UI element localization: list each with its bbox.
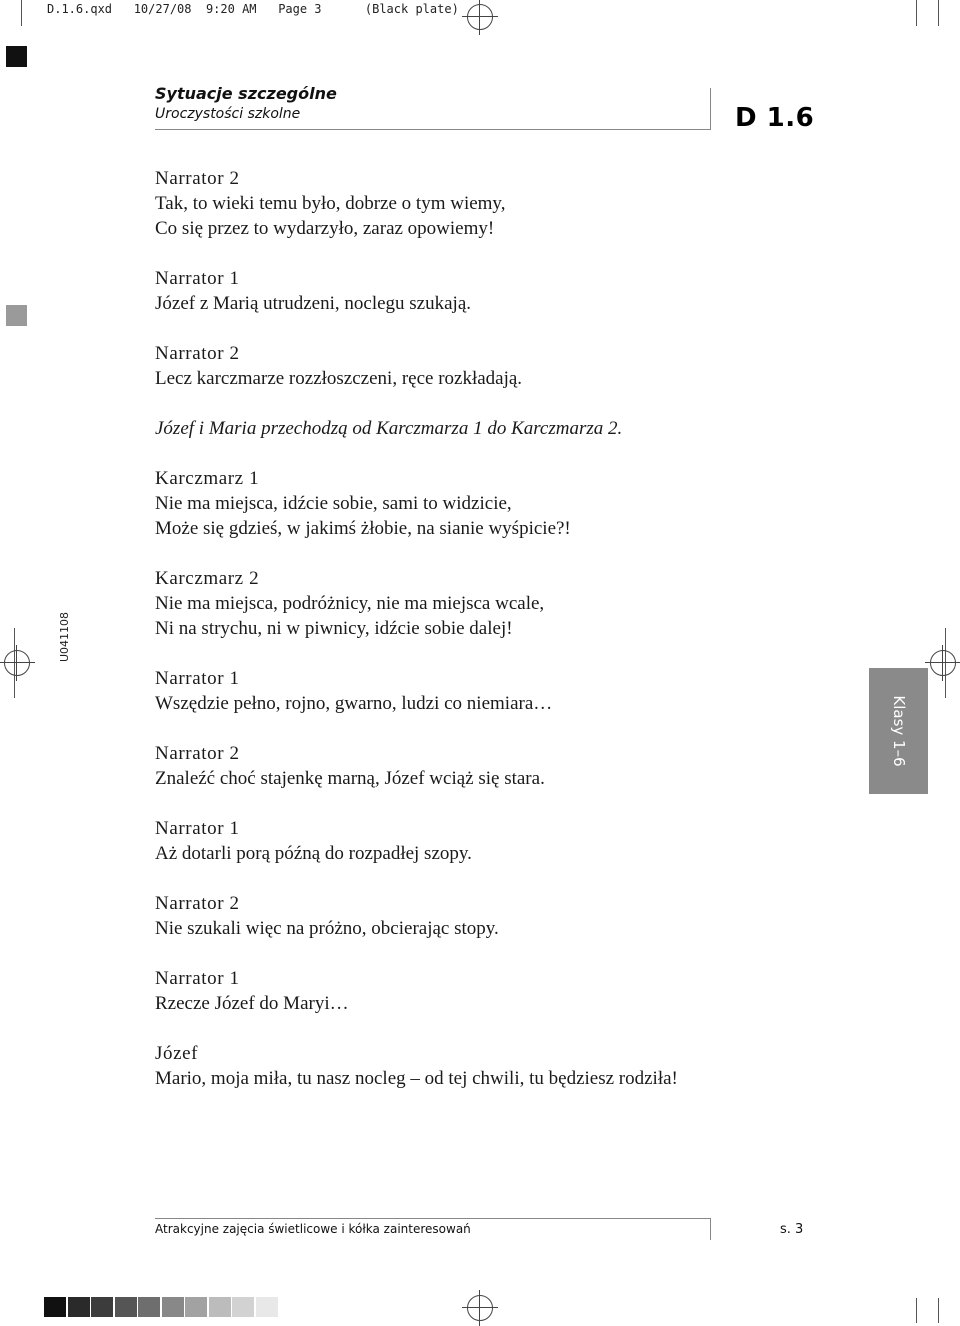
color-bar-swatch <box>91 1297 113 1317</box>
dialogue-block <box>155 966 755 1016</box>
registration-target-icon <box>4 650 30 676</box>
grayscale-color-bar <box>44 1297 279 1317</box>
page-number: s. 3 <box>780 1222 804 1237</box>
dialogue-line: Co się przez to wydarzyło, zaraz opowiemy! <box>155 218 495 239</box>
dialogue-line: Tak, to wieki temu było, dobrze o tym wiemy, <box>155 193 506 214</box>
section-subtitle: Uroczystości szkolne <box>155 106 301 122</box>
color-bar-swatch <box>232 1297 254 1317</box>
dialogue-line: Może się gdzieś, w jakimś żłobie, na sianie wyśpicie?! <box>155 518 571 539</box>
print-slug: D.1.6.qxd 10/27/08 9:20 AM Page 3 (Black plate) <box>47 2 459 16</box>
speaker-name: Narrator 1 <box>155 818 240 839</box>
dialogue-line: Mario, moja miła, tu nasz nocleg – od tej chwili, tu będziesz rodziła! <box>155 1068 678 1089</box>
speaker-name: Narrator 1 <box>155 268 240 289</box>
speaker-name: Józef <box>155 1043 199 1064</box>
color-bar-swatch <box>138 1297 160 1317</box>
stage-direction-block <box>155 416 755 441</box>
speaker-name: Narrator 2 <box>155 743 240 764</box>
crop-mark <box>938 1298 939 1323</box>
dialogue-line: Nie ma miejsca, podróżnicy, nie ma miejsca wcale, <box>155 593 545 614</box>
section-title: Sytuacje szczególne <box>155 84 337 103</box>
footer-rule <box>155 1218 710 1219</box>
dialogue-line: Nie ma miejsca, idźcie sobie, sami to widzicie, <box>155 493 512 514</box>
header-divider <box>710 88 711 130</box>
speaker-name: Narrator 1 <box>155 668 240 689</box>
dialogue-line: Wszędzie pełno, rojno, gwarno, ludzi co niemiara… <box>155 693 553 714</box>
dialogue-block <box>155 741 755 791</box>
speaker-name: Karczmarz 2 <box>155 568 260 589</box>
dialogue-line: Lecz karczmarze rozzłoszczeni, ręce rozkładają. <box>155 368 523 389</box>
header-rule <box>155 129 710 130</box>
crop-mark <box>21 0 22 26</box>
registration-gray-square <box>6 305 27 326</box>
dialogue-line: Rzecze Józef do Maryi… <box>155 993 349 1014</box>
footer-divider <box>710 1218 711 1240</box>
play-script <box>155 166 755 1116</box>
color-bar-swatch <box>44 1297 66 1317</box>
dialogue-line: Nie szukali więc na próżno, obcierając stopy. <box>155 918 499 939</box>
registration-target-icon <box>930 650 956 676</box>
color-bar-swatch <box>115 1297 137 1317</box>
grade-tab-label: Klasy 1–6 <box>889 695 908 767</box>
document-code: D 1.6 <box>735 103 815 133</box>
dialogue-line: Aż dotarli porą późną do rozpadłej szopy. <box>155 843 472 864</box>
registration-target-icon <box>467 1295 493 1321</box>
dialogue-line: Ni na strychu, ni w piwnicy, idźcie sobie dalej! <box>155 618 513 639</box>
color-bar-swatch <box>209 1297 231 1317</box>
crop-mark <box>916 0 917 26</box>
registration-target-icon <box>467 4 493 30</box>
dialogue-block <box>155 166 755 241</box>
color-bar-swatch <box>185 1297 207 1317</box>
dialogue-block <box>155 566 755 641</box>
dialogue-block <box>155 341 755 391</box>
footer-publication-title: Atrakcyjne zajęcia świetlicowe i kółka zainteresowań <box>155 1222 471 1236</box>
crop-mark <box>916 1298 917 1323</box>
dialogue-line: Znaleźć choć stajenkę marną, Józef wciąż się stara. <box>155 768 545 789</box>
dialogue-block <box>155 891 755 941</box>
color-bar-swatch <box>256 1297 278 1317</box>
stage-direction: Józef i Maria przechodzą od Karczmarza 1 do Karczmarza 2. <box>155 418 623 439</box>
speaker-name: Narrator 2 <box>155 343 240 364</box>
grade-tab <box>869 668 928 794</box>
speaker-name: Karczmarz 1 <box>155 468 260 489</box>
crop-mark <box>938 0 939 26</box>
dialogue-block <box>155 816 755 866</box>
speaker-name: Narrator 2 <box>155 893 240 914</box>
speaker-name: Narrator 2 <box>155 168 240 189</box>
dialogue-line: Józef z Marią utrudzeni, noclegu szukają. <box>155 293 472 314</box>
registration-black-square <box>6 46 27 67</box>
color-bar-swatch <box>162 1297 184 1317</box>
speaker-name: Narrator 1 <box>155 968 240 989</box>
dialogue-block <box>155 1041 755 1091</box>
dialogue-block <box>155 466 755 541</box>
dialogue-block <box>155 266 755 316</box>
color-bar-swatch <box>68 1297 90 1317</box>
side-code-label: U041108 <box>58 611 71 662</box>
dialogue-block <box>155 666 755 716</box>
